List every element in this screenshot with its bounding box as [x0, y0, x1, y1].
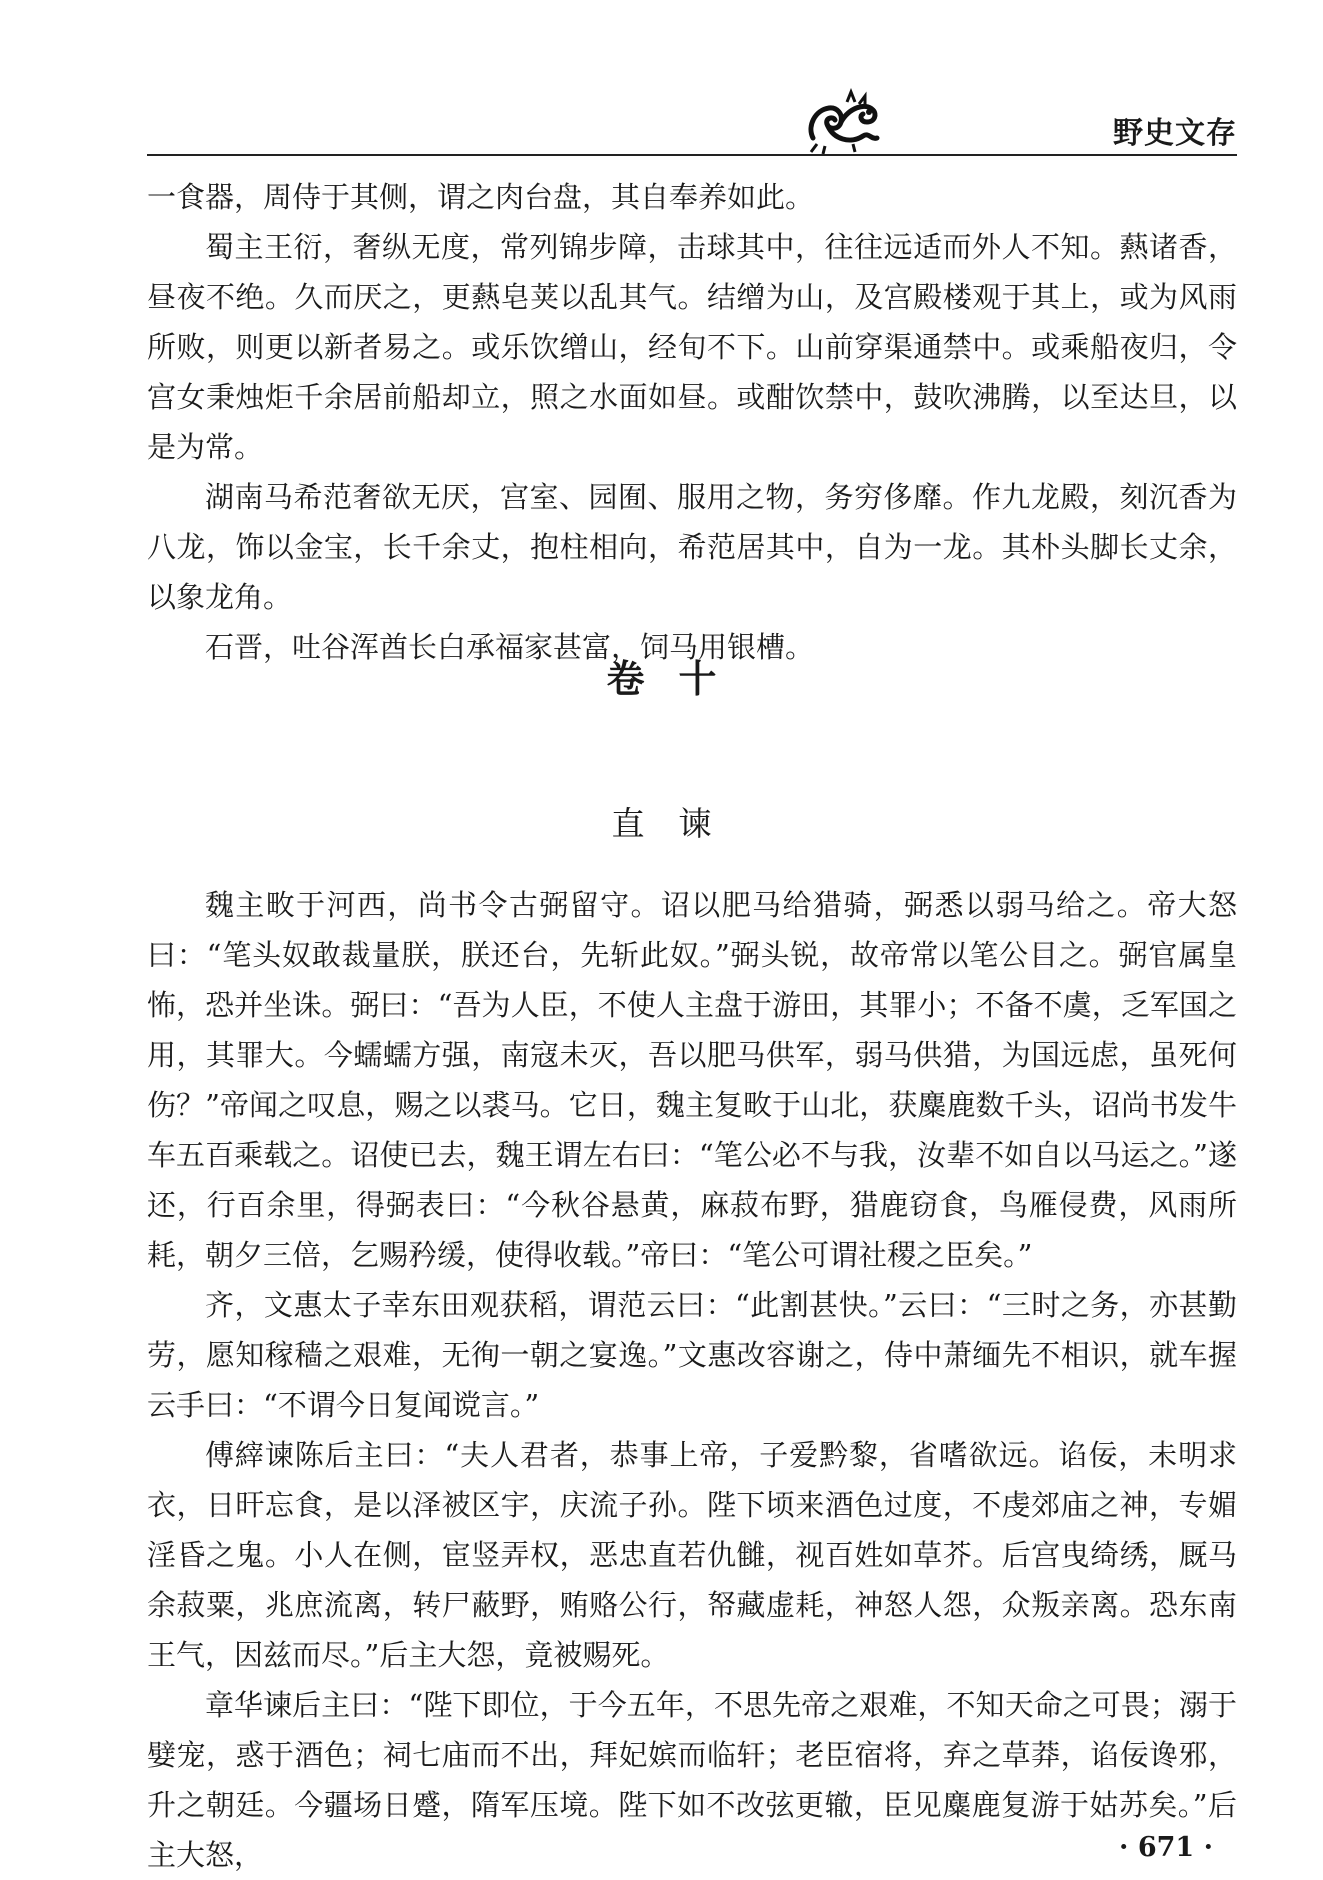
- paragraph: 齐，文惠太子幸东田观获稻，谓范云曰：“此割甚快。”云曰：“三时之务，亦甚勤劳，愿知稼穑之艰难，无徇一朝之宴逸。”文惠改容谢之，侍中萧缅先不相识，就车握云手曰：“不谓今日复闻谠言。”: [147, 1288, 1237, 1422]
- header-rule: [147, 154, 1237, 156]
- dragon-emblem-icon: [803, 88, 881, 154]
- running-header: [147, 88, 1237, 168]
- section-title: 直谏: [611, 804, 746, 843]
- volume-title: 卷十: [606, 657, 751, 701]
- paragraph: 傅縡谏陈后主曰：“夫人君者，恭事上帝，子爱黔黎，省嗜欲远。谄佞，未明求衣，日旰忘食，是以泽被区宇，庆流子孙。陛下顷来酒色过度，不虔郊庙之神，专媚淫昏之鬼。小人在侧，宦竖弄权，恶忠直若仇雠，视百姓如草芥。后宫曳绮绣，厩马余菽粟，兆庶流离，转尸蔽野，贿赂公行，帑藏虚耗，神怒人怨，众叛亲离。恐东南王气，因兹而尽。”后主大怨，竟被赐死。: [147, 1438, 1237, 1672]
- paragraph: 章华谏后主曰：“陛下即位，于今五年，不思先帝之艰难，不知天命之可畏；溺于嬖宠，惑于酒色；祠七庙而不出，拜妃嫔而临轩；老臣宿将，弃之草莽，谄佞谗邪，升之朝廷。今疆场日蹙，隋军压境。陛下如不改弦更辙，臣见麋鹿复游于姑苏矣。”后主大怒，: [147, 1688, 1237, 1872]
- bottom-text-block: [147, 880, 1237, 1880]
- top-text-block: [147, 172, 1237, 672]
- paragraph: 蜀主王衍，奢纵无度，常列锦步障，击球其中，往往远适而外人不知。爇诸香，昼夜不绝。久而厌之，更爇皂荚以乱其气。结缯为山，及宫殿楼观于其上，或为风雨所败，则更以新者易之。或乐饮缯山，经旬不下。山前穿渠通禁中。或乘船夜归，令宫女秉烛炬千余居前船却立，照之水面如昼。或酣饮禁中，鼓吹沸腾，以至达旦，以是为常。: [147, 230, 1237, 464]
- paragraph: 魏主畋于河西，尚书令古弼留守。诏以肥马给猎骑，弼悉以弱马给之。帝大怒曰：“笔头奴敢裁量朕，朕还台，先斩此奴。”弼头锐，故帝常以笔公目之。弼官属皇怖，恐并坐诛。弼曰：“吾为人臣，不使人主盘于游田，其罪小；不备不虞，乏军国之用，其罪大。今蠕蠕方强，南寇未灭，吾以肥马供军，弱马供猎，为国远虑，虽死何伤？”帝闻之叹息，赐之以裘马。它日，魏主复畋于山北，获麋鹿数千头，诏尚书发牛车五百乘载之。诏使已去，魏王谓左右曰：“笔公必不与我，汝辈不如自以马运之。”遂还，行百余里，得弼表曰：“今秋谷悬黄，麻菽布野，猎鹿窃食，鸟雁侵费，风雨所耗，朝夕三倍，乞赐矜缓，使得收载。”帝曰：“笔公可谓社稷之臣矣。”: [147, 888, 1237, 1272]
- running-title: 野史文存: [1113, 116, 1237, 151]
- paragraph: 一食器，周侍于其侧，谓之肉台盘，其自奉养如此。: [147, 180, 815, 214]
- paragraph: 石晋，吐谷浑酋长白承福家甚富，饲马用银槽。: [205, 630, 815, 664]
- paragraph: 湖南马希范奢欲无厌，宫室、园囿、服用之物，务穷侈靡。作九龙殿，刻沉香为八龙，饰以金宝，长千余丈，抱柱相向，希范居其中，自为一龙。其朴头脚长丈余，以象龙角。: [147, 480, 1237, 614]
- page-number: · 671 ·: [1119, 1832, 1213, 1863]
